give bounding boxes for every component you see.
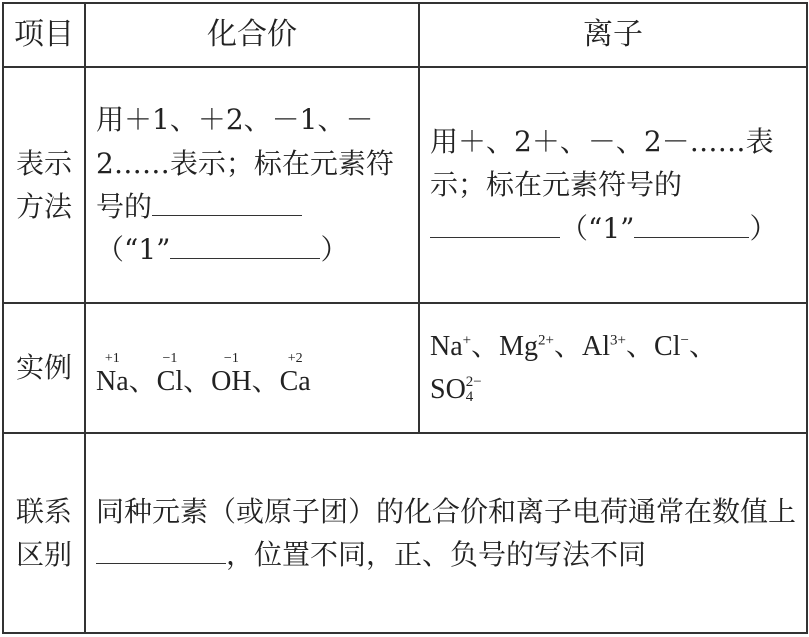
separator: 、 <box>183 363 212 397</box>
relation-cell <box>85 433 807 633</box>
ion-na: Na+ <box>430 330 472 362</box>
relation-text: 同种元素（或原子团）的化合价和离子电荷通常在数值上 <box>96 494 797 528</box>
valence-example-ca <box>279 351 311 403</box>
valence-example-oh <box>211 351 252 403</box>
valence-value: +1 <box>104 351 120 367</box>
ion-rep-text: 用＋、2＋、－、2－……表示；标在元素符号的 <box>430 124 774 202</box>
separator: 、 <box>554 330 583 362</box>
relation-text-cont: ，位置不同，正、负号的写法不同 <box>226 538 647 571</box>
valence-rep-close: ） <box>320 233 349 267</box>
separator: 、 <box>471 330 500 362</box>
separator: 、 <box>626 330 655 362</box>
element-symbol: Cl <box>156 365 184 397</box>
row-label-example: 实例 <box>3 303 85 433</box>
valence-rep-text: 用＋1、＋2、－1、－2……表示；标在元素符号的 <box>96 103 394 223</box>
ion-cl: Cl− <box>654 330 689 362</box>
ion-al: $Al^{3+}$ <box>582 330 626 362</box>
answer-blank <box>96 534 226 564</box>
valence-representation-cell <box>85 67 419 303</box>
valence-value: −1 <box>162 351 178 367</box>
valence-rep-note: （“1” <box>96 233 171 267</box>
ion-mg: $Mg^{2+}$ <box>499 330 555 362</box>
valence-example-cl <box>156 351 184 403</box>
header-valence: 化合价 <box>85 3 419 67</box>
valence-example-cell <box>85 303 419 433</box>
element-symbol: Ca <box>279 365 311 397</box>
comparison-table <box>2 2 808 634</box>
separator: 、 <box>688 330 717 362</box>
valence-example-na <box>96 351 129 403</box>
answer-blank <box>430 207 560 237</box>
valence-value: −1 <box>223 351 239 367</box>
valence-value: +2 <box>287 351 303 367</box>
answer-blank <box>152 186 302 216</box>
separator: 、 <box>128 363 157 397</box>
ion-so4: SO 2− 4 <box>430 373 482 405</box>
answer-blank <box>634 207 749 237</box>
answer-blank <box>170 229 320 259</box>
separator: 、 <box>251 363 280 397</box>
ion-example-cell <box>419 303 807 433</box>
ion-representation-cell <box>419 67 807 303</box>
header-item: 项目 <box>3 3 85 67</box>
row-label-representation: 表示方法 <box>3 67 85 303</box>
ion-rep-note: （“1” <box>560 211 635 245</box>
element-symbol: Na <box>96 365 129 397</box>
element-symbol: OH <box>211 365 252 397</box>
ion-rep-close: ） <box>749 211 778 245</box>
header-ion: 离子 <box>419 3 807 67</box>
row-label-relation: 联系区别 <box>3 433 85 633</box>
